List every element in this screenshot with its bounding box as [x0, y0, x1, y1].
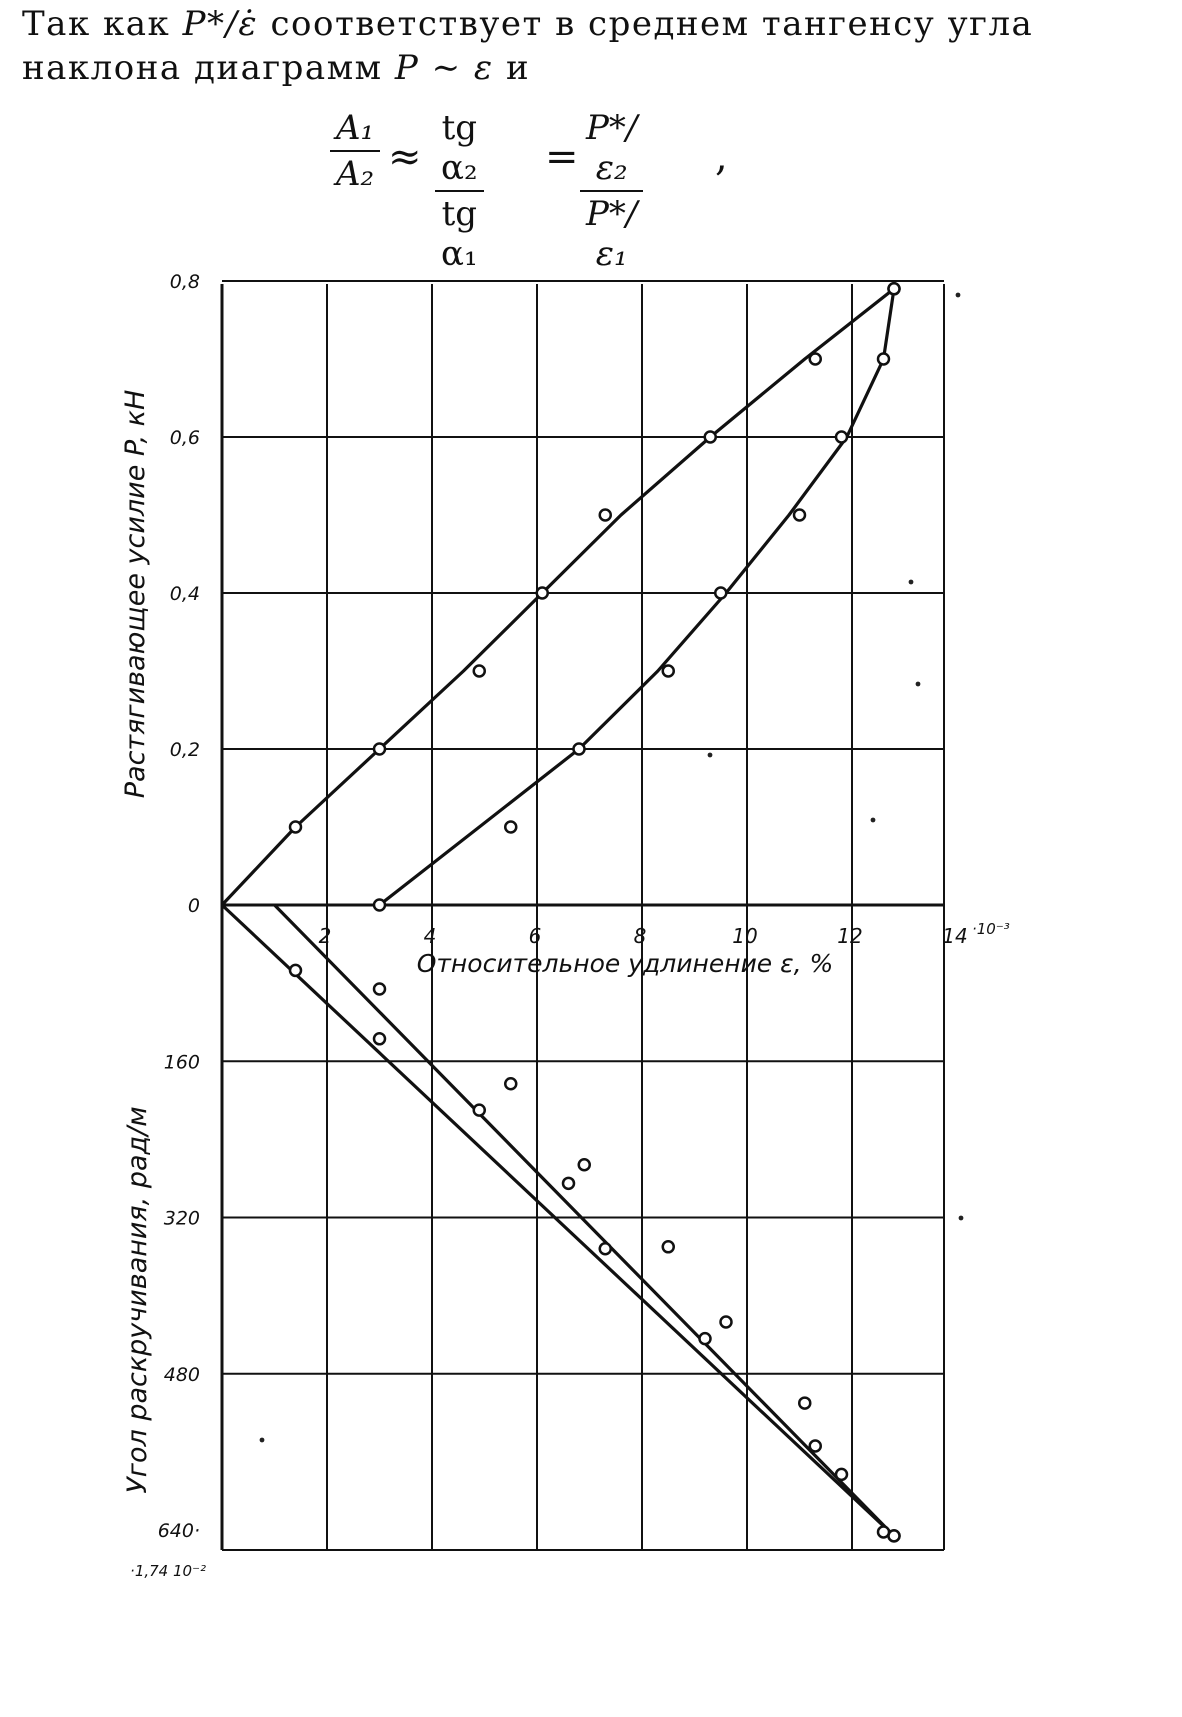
- text-segment: и: [505, 48, 531, 88]
- x-tick-label: 8: [633, 924, 647, 948]
- text-segment: наклона диаграмм: [22, 48, 383, 88]
- data-point: [810, 354, 821, 365]
- data-point: [374, 1033, 385, 1044]
- data-point: [474, 1105, 485, 1116]
- y-tick-label: 0,2: [169, 739, 200, 761]
- y-tick-label: 480: [163, 1363, 200, 1386]
- data-point: [574, 744, 585, 755]
- data-point: [663, 1241, 674, 1252]
- series-line-bottom-2: [275, 905, 895, 1536]
- points: [290, 283, 900, 1541]
- print-speck: [916, 682, 921, 687]
- x-tick-label: 14: [942, 924, 968, 948]
- grid: [222, 281, 944, 1550]
- print-speck: [959, 1216, 964, 1221]
- data-point: [290, 822, 301, 833]
- equals-sign: =: [545, 134, 579, 180]
- numerator: tg α₂: [435, 108, 484, 192]
- curves: [222, 289, 894, 1536]
- data-point: [836, 432, 847, 443]
- data-point: [889, 283, 900, 294]
- print-speck: [871, 818, 876, 823]
- x-exponent-label: ·10⁻³: [972, 920, 1010, 938]
- data-point: [505, 822, 516, 833]
- data-point: [600, 1243, 611, 1254]
- data-point: [563, 1178, 574, 1189]
- labels: [120, 271, 1010, 1580]
- data-point: [836, 1469, 847, 1480]
- denominator: P*/ε₁: [586, 194, 638, 274]
- data-point: [878, 354, 889, 365]
- y-tick-label: 0,6: [169, 427, 200, 449]
- data-point: [700, 1333, 711, 1344]
- denominator: A₂: [336, 154, 375, 194]
- series-line-top-1: [222, 289, 894, 905]
- y-tick-label: 640·: [157, 1520, 200, 1543]
- y-tick-label: 160: [163, 1051, 200, 1074]
- data-point: [374, 983, 385, 994]
- y-tick-label: 320: [163, 1207, 200, 1230]
- data-point: [663, 666, 674, 677]
- x-tick-label: 10: [732, 924, 758, 948]
- data-point: [600, 510, 611, 521]
- denominator: tg α₁: [441, 194, 478, 274]
- y-tick-label: 0: [187, 895, 200, 917]
- y-tick-label: 0,8: [169, 271, 200, 293]
- y-scale-note: ·1,74 10⁻²: [130, 1562, 206, 1580]
- math-inline: P ∼ ε: [394, 48, 494, 88]
- data-point: [799, 1398, 810, 1409]
- axes: [222, 284, 944, 1550]
- numerator: P*/ε₂: [580, 108, 643, 192]
- print-speck: [956, 293, 961, 298]
- data-point: [374, 900, 385, 911]
- text-segment: Так как: [22, 4, 171, 44]
- y-axis-title-bottom: Угол раскручивания, рад/м: [122, 1106, 153, 1494]
- y-axis-title-top: Растягивающее усилие P, кН: [120, 389, 151, 799]
- x-tick-label: 4: [423, 924, 437, 948]
- text-segment: соответствует в среднем тангенсу угла: [270, 4, 1034, 44]
- approx-sign: ≈: [388, 134, 422, 180]
- data-point: [721, 1317, 732, 1328]
- x-tick-label: 2: [318, 924, 332, 948]
- comma: ,: [715, 134, 728, 180]
- data-point: [794, 510, 805, 521]
- data-point: [810, 1441, 821, 1452]
- print-speck: [708, 753, 713, 758]
- data-point: [889, 1530, 900, 1541]
- x-tick-label: 6: [528, 924, 542, 948]
- data-point: [705, 432, 716, 443]
- data-point: [290, 965, 301, 976]
- print-speck: [260, 1438, 265, 1443]
- series-line-top-2: [380, 289, 895, 905]
- series-line-bottom-1: [222, 905, 894, 1536]
- data-point: [537, 588, 548, 599]
- data-point: [374, 744, 385, 755]
- data-point: [505, 1078, 516, 1089]
- numerator: A₁: [330, 108, 380, 152]
- x-axis-title: Относительное удлинение ε, %: [416, 949, 834, 978]
- math-inline: P*/ε̇: [182, 4, 259, 44]
- data-point: [474, 666, 485, 677]
- print-speck: [909, 580, 914, 585]
- data-point: [579, 1159, 590, 1170]
- y-tick-label: 0,4: [169, 583, 200, 605]
- data-point: [715, 588, 726, 599]
- x-tick-label: 12: [837, 924, 863, 948]
